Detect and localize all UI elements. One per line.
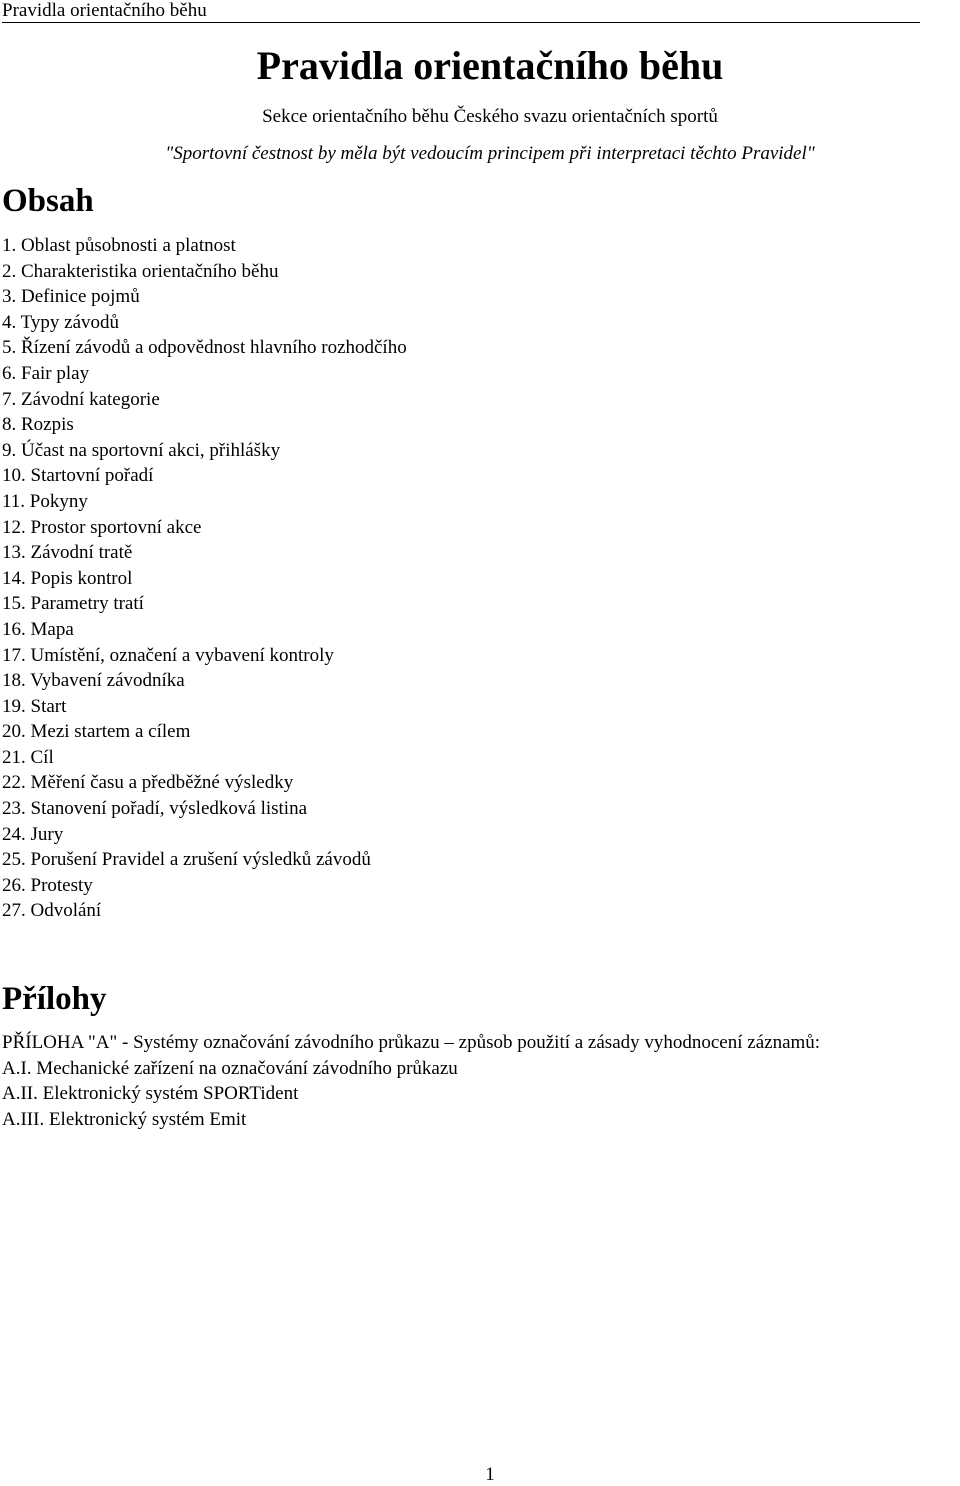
appendix-item[interactable]: A.II. Elektronický systém SPORTident: [2, 1083, 299, 1105]
running-header: Pravidla orientačního běhu: [2, 0, 920, 23]
toc-item[interactable]: 5. Řízení závodů a odpovědnost hlavního rozhodčího: [2, 337, 407, 359]
toc-list: [2, 233, 407, 924]
toc-item[interactable]: 16. Mapa: [2, 618, 74, 640]
toc-item[interactable]: 20. Mezi startem a cílem: [2, 721, 191, 743]
toc-item[interactable]: 6. Fair play: [2, 362, 90, 384]
toc-item[interactable]: 1. Oblast působnosti a platnost: [2, 235, 236, 256]
motto: "Sportovní čestnost by měla být vedoucím principem při interpretaci těchto Pravidel": [165, 143, 815, 164]
toc-item[interactable]: 10. Startovní pořadí: [2, 465, 154, 487]
toc-item[interactable]: 24. Jury: [2, 823, 64, 845]
toc-item[interactable]: 9. Účast na sportovní akci, přihlášky: [2, 439, 281, 461]
page-title: Pravidla orientačního běhu: [256, 43, 724, 88]
toc-item[interactable]: 17. Umístění, označení a vybavení kontroly: [2, 644, 334, 666]
appendices-list: [2, 1030, 820, 1132]
toc-item[interactable]: 7. Závodní kategorie: [2, 388, 160, 410]
appendix-item[interactable]: PŘÍLOHA "A" - Systémy označování závodního průkazu – způsob použití a zásady vyhodnocení záznamů:: [2, 1032, 821, 1053]
toc-item[interactable]: 18. Vybavení závodníka: [2, 670, 185, 692]
toc-item[interactable]: 15. Parametry tratí: [2, 593, 144, 615]
toc-item[interactable]: 2. Charakteristika orientačního běhu: [2, 260, 279, 282]
toc-item[interactable]: 8. Rozpis: [2, 414, 74, 436]
toc-item[interactable]: 4. Typy závodů: [2, 311, 120, 333]
toc-item[interactable]: 12. Prostor sportovní akce: [2, 516, 202, 538]
appendices-heading: Přílohy: [2, 981, 107, 1017]
toc-item[interactable]: 3. Definice pojmů: [2, 286, 140, 308]
toc-item[interactable]: 11. Pokyny: [2, 490, 88, 512]
toc-item[interactable]: 19. Start: [2, 695, 67, 717]
toc-item[interactable]: 25. Porušení Pravidel a zrušení výsledků závodů: [2, 849, 371, 871]
page-subtitle: Sekce orientačního běhu Českého svazu orientačních sportů: [262, 106, 718, 127]
appendix-item[interactable]: A.I. Mechanické zařízení na označování závodního průkazu: [2, 1057, 458, 1079]
toc-item[interactable]: 14. Popis kontrol: [2, 567, 133, 589]
toc-item[interactable]: 27. Odvolání: [2, 900, 102, 922]
page-number: 1: [485, 1464, 495, 1485]
toc-item[interactable]: 21. Cíl: [2, 746, 54, 768]
toc-heading: Obsah: [2, 183, 94, 219]
toc-item[interactable]: 13. Závodní tratě: [2, 542, 133, 564]
toc-item[interactable]: 26. Protesty: [2, 874, 93, 896]
appendix-item[interactable]: A.III. Elektronický systém Emit: [2, 1108, 247, 1130]
toc-item[interactable]: 23. Stanovení pořadí, výsledková listina: [2, 798, 308, 820]
toc-item[interactable]: 22. Měření času a předběžné výsledky: [2, 772, 294, 794]
